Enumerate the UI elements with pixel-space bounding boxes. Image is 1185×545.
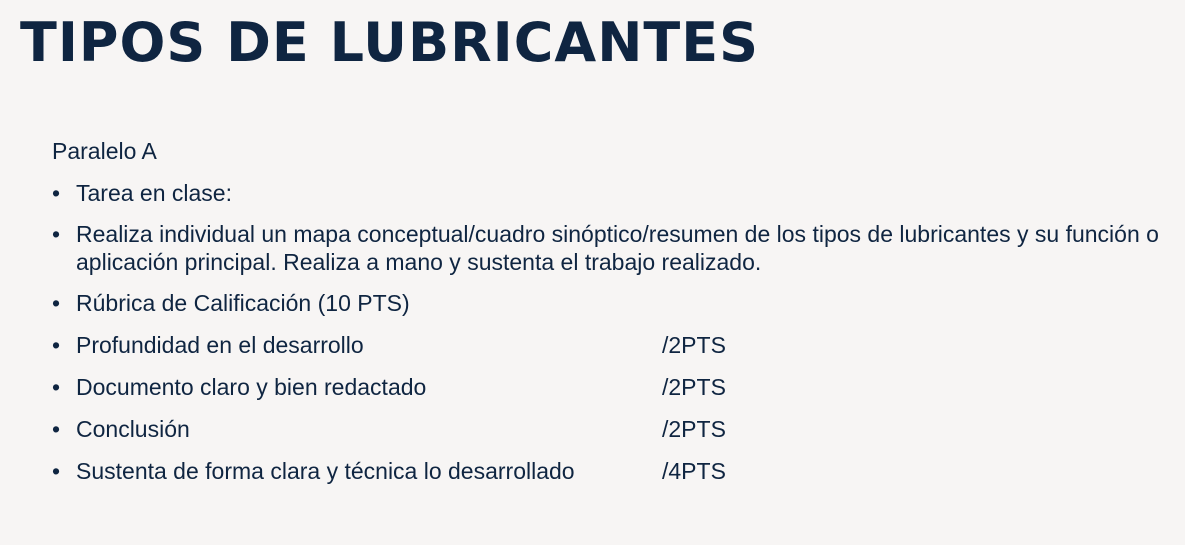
slide-title: TIPOS DE LUBRICANTES	[20, 11, 760, 74]
rubric-points: /2PTS	[662, 332, 726, 358]
slide-content	[52, 136, 1162, 498]
bullet-text: Realiza individual un mapa conceptual/cuadro sinóptico/resumen de los tipos de lubricantes y su función o aplicación principal. Realiza a mano y sustenta el trabajo realizado.	[76, 221, 1159, 275]
bullet-dot: •	[52, 332, 61, 358]
rubric-criterion: Profundidad en el desarrollo	[76, 332, 364, 358]
bullet-item-instructions	[52, 220, 1162, 276]
rubric-criterion: Documento claro y bien redactado	[76, 374, 427, 400]
bullet-dot: •	[52, 290, 61, 316]
rubric-criterion: Sustenta de forma clara y técnica lo desarrollado	[76, 458, 575, 484]
bullet-item-rubric-heading	[52, 288, 1162, 318]
bullet-dot: •	[52, 458, 61, 484]
bullet-dot: •	[52, 180, 61, 206]
rubric-row	[52, 372, 1162, 402]
rubric-points: /2PTS	[662, 416, 726, 442]
rubric-points: /2PTS	[662, 374, 726, 400]
rubric-criterion: Conclusión	[76, 416, 190, 442]
bullet-item-task	[52, 178, 1162, 208]
rubric-row	[52, 414, 1162, 444]
bullet-list	[52, 178, 1162, 486]
bullet-text: Rúbrica de Calificación (10 PTS)	[76, 290, 410, 316]
section-subtitle: Paralelo A	[52, 138, 157, 164]
bullet-dot: •	[52, 221, 61, 247]
bullet-dot: •	[52, 416, 61, 442]
rubric-points: /4PTS	[662, 458, 726, 484]
rubric-row	[52, 456, 1162, 486]
bullet-dot: •	[52, 374, 61, 400]
rubric-row	[52, 330, 1162, 360]
bullet-text: Tarea en clase:	[76, 180, 232, 206]
